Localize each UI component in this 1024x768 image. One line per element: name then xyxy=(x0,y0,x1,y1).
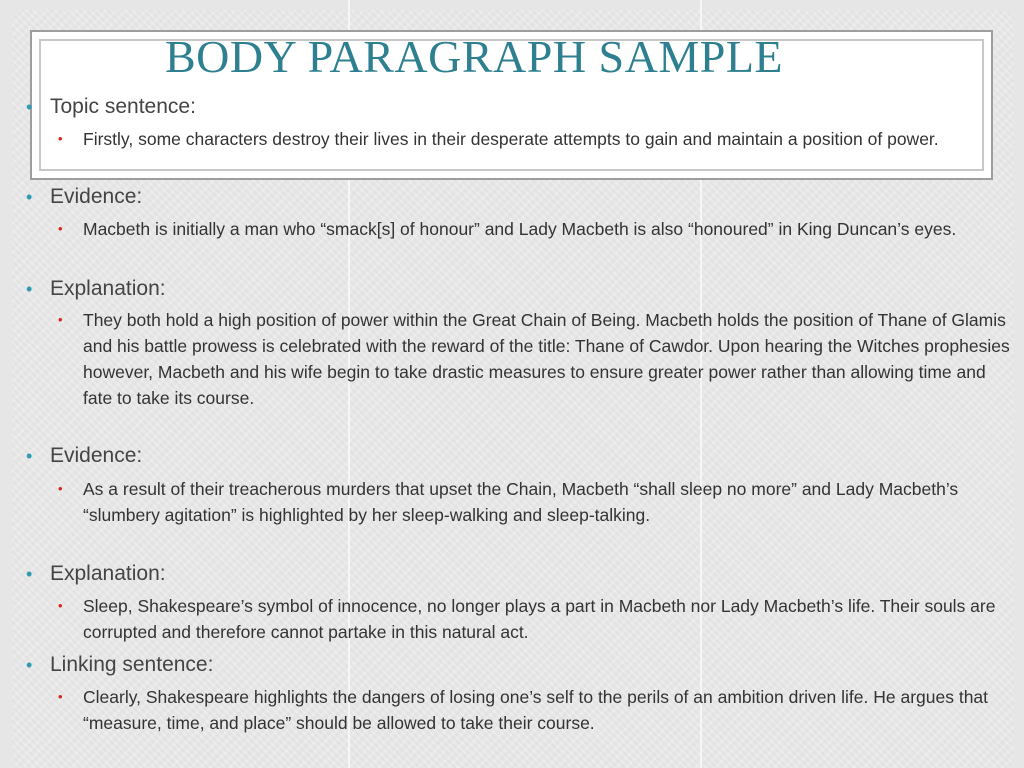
detail-text: They both hold a high position of power within the Great Chain of Being. Macbeth holds the position of Thane of Glamis and his battle prowess is celebrated with the reward of the title: Thane of Cawdor. Upon hearing the Witches prophesies however, Macbeth and his wife begin to take drastic measures to ensure greater power rather than allowing time and fate to take its course. xyxy=(83,310,1010,408)
bullet-detail-explanation-1 xyxy=(58,307,1018,411)
heading-text: Evidence: xyxy=(50,444,143,467)
heading-text: Topic sentence: xyxy=(50,95,196,118)
bullet-detail-evidence-1 xyxy=(58,216,1018,242)
bullet-icon: • xyxy=(58,481,63,496)
heading-text: Explanation: xyxy=(50,562,166,585)
bullet-icon: • xyxy=(58,689,63,704)
bullet-detail-topic-sentence xyxy=(58,126,1018,152)
bullet-icon: • xyxy=(26,564,33,584)
detail-text: Sleep, Shakespeare’s symbol of innocence, no longer plays a part in Macbeth nor Lady Macbeth’s life. Their souls are corrupted and therefore cannot partake in this natural act. xyxy=(83,596,996,642)
bullet-detail-evidence-2 xyxy=(58,476,1018,528)
bullet-icon: • xyxy=(58,221,63,236)
bullet-detail-explanation-2 xyxy=(58,593,1018,645)
bullet-icon: • xyxy=(58,312,63,327)
detail-text: As a result of their treacherous murders that upset the Chain, Macbeth “shall sleep no more” and Lady Macbeth’s “slumbery agitation” is highlighted by her sleep-walking and sleep-talking. xyxy=(83,479,959,525)
detail-text: Macbeth is initially a man who “smack[s] of honour” and Lady Macbeth is also “honoured” in King Duncan’s eyes. xyxy=(83,219,957,239)
bullet-icon: • xyxy=(26,446,33,466)
heading-text: Linking sentence: xyxy=(50,653,214,676)
bullet-icon: • xyxy=(58,598,63,613)
detail-text: Firstly, some characters destroy their lives in their desperate attempts to gain and maintain a position of power. xyxy=(83,129,939,149)
bullet-detail-linking-sentence xyxy=(58,684,1018,736)
heading-text: Explanation: xyxy=(50,277,166,300)
detail-text: Clearly, Shakespeare highlights the dangers of losing one’s self to the perils of an ambition driven life. He argues that “measure, time, and place” should be allowed to take their course. xyxy=(83,687,989,733)
bullet-icon: • xyxy=(26,187,33,207)
bullet-icon: • xyxy=(26,97,33,117)
bullet-icon: • xyxy=(58,131,63,146)
slide-title: BODY PARAGRAPH SAMPLE xyxy=(165,31,784,82)
bullet-icon: • xyxy=(26,655,33,675)
bullet-icon: • xyxy=(26,279,33,299)
heading-text: Evidence: xyxy=(50,185,143,208)
